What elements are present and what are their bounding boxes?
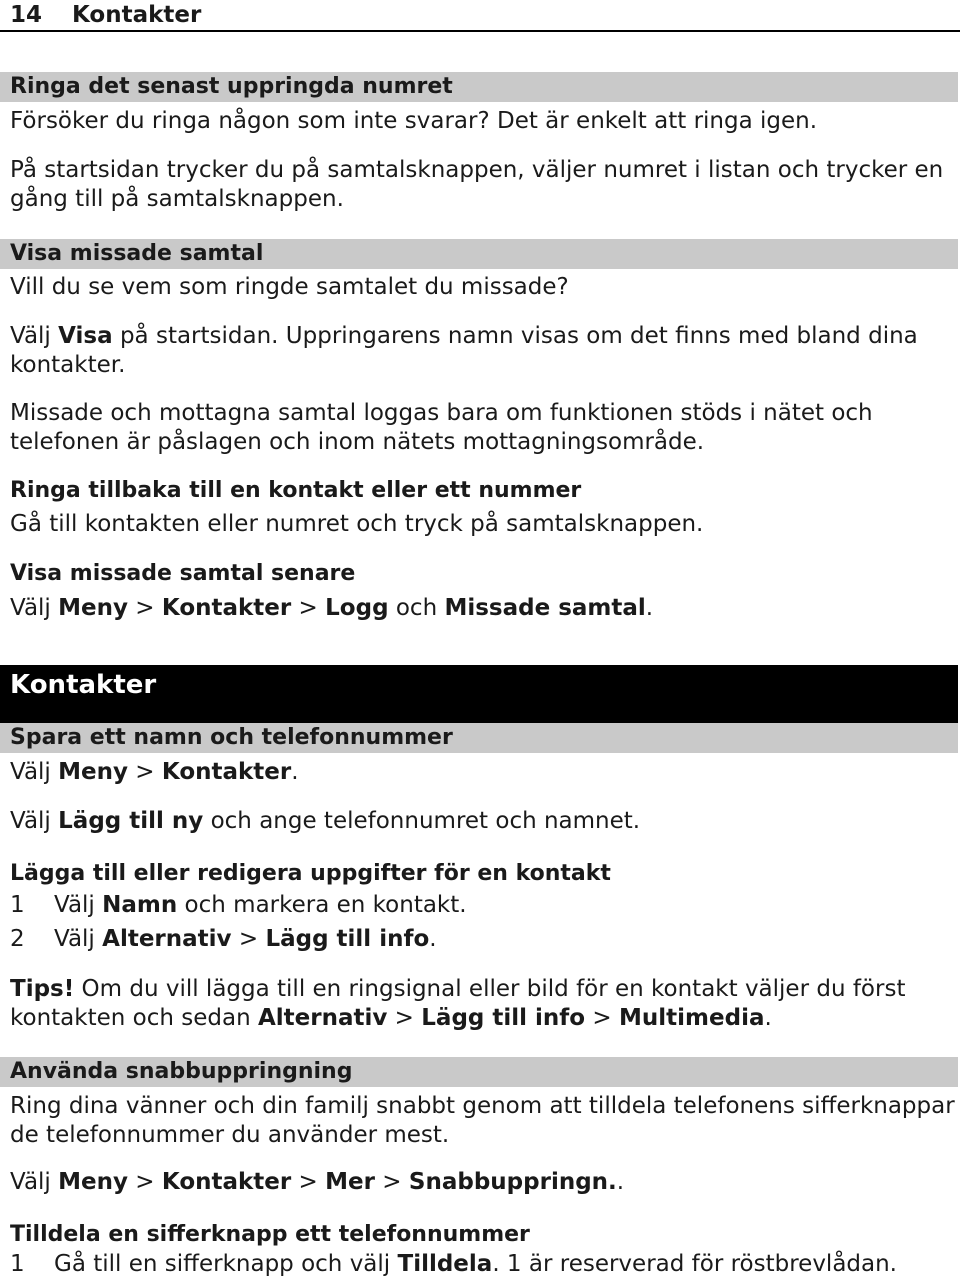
section-heading-speed-dial: Använda snabbuppringning [0, 1057, 958, 1087]
paragraph: Försöker du ringa någon som inte svarar? Det är enkelt att ringa igen. [10, 108, 818, 134]
list-item: 1 Välj Namn och markera en kontakt. [10, 892, 467, 918]
running-chapter-title: Kontakter [72, 2, 202, 28]
menu-path: Välj Meny > Kontakter. [10, 759, 299, 785]
paragraph: På startsidan trycker du på samtalsknappen, väljer numret i listan och trycker en gång till på samtalsknappen. [10, 157, 944, 212]
section-heading-call-back: Ringa tillbaka till en kontakt eller ett nummer [10, 478, 582, 503]
page-header [0, 0, 960, 32]
tip-paragraph: Tips! Om du vill lägga till en ringsignal eller bild för en kontakt väljer du först kontakten och sedan Alternativ > Lägg till info > Multimedia. [10, 976, 906, 1031]
paragraph: Gå till kontakten eller numret och tryck på samtalsknappen. [10, 511, 704, 537]
list-item: 2 Välj Alternativ > Lägg till info. [10, 926, 437, 952]
section-heading-edit-contact-info: Lägga till eller redigera uppgifter för en kontakt [10, 861, 611, 886]
paragraph: Ring dina vänner och din familj snabbt genom att tilldela telefonens sifferknappar de telefonnummer du använder mest. [10, 1093, 955, 1148]
section-heading-save-contact: Spara ett namn och telefonnummer [0, 723, 958, 753]
section-heading-assign-number-key: Tilldela en sifferknapp ett telefonnummer [10, 1222, 530, 1247]
list-item: 1 Gå till en sifferknapp och välj Tilldela. 1 är reserverad för röstbrevlådan. [10, 1251, 897, 1277]
section-heading-view-missed-later: Visa missade samtal senare [10, 561, 356, 586]
paragraph: Vill du se vem som ringde samtalet du missade? [10, 274, 569, 300]
paragraph: Välj Visa på startsidan. Uppringarens namn visas om det finns med bland dina kontakter. [10, 323, 918, 378]
section-heading-missed-calls: Visa missade samtal [0, 239, 958, 269]
page-number: 14 [10, 2, 43, 28]
menu-path: Välj Meny > Kontakter > Mer > Snabbuppringn.. [10, 1169, 625, 1195]
chapter-title-bar: Kontakter [0, 665, 958, 723]
paragraph: Missade och mottagna samtal loggas bara om funktionen stöds i nätet och telefonen är påslagen och inom nätets mottagningsområde. [10, 400, 873, 455]
section-heading-redial: Ringa det senast uppringda numret [0, 72, 958, 102]
tip-label: Tips! [10, 976, 75, 1002]
menu-path: Välj Meny > Kontakter > Logg och Missade samtal. [10, 595, 654, 621]
paragraph: Välj Lägg till ny och ange telefonnumret och namnet. [10, 808, 641, 834]
